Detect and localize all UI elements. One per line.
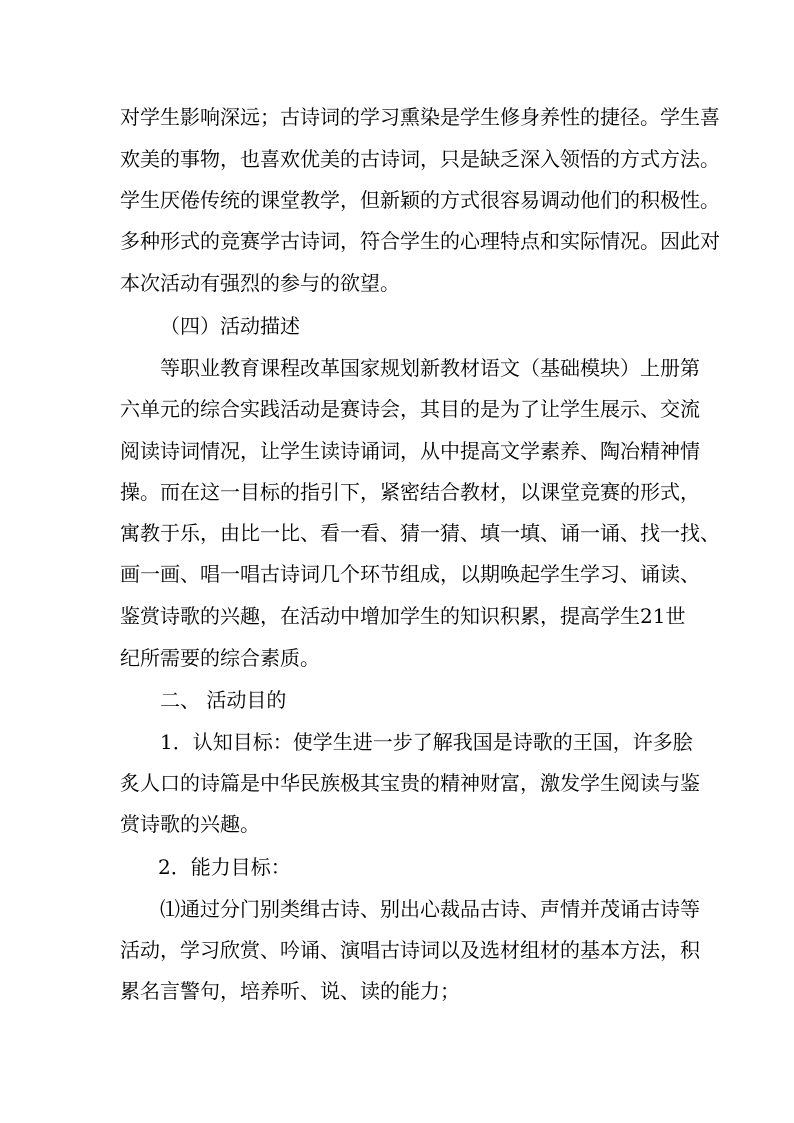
body-text-line: 六单元的综合实践活动是赛诗会，其目的是为了让学生展示、交流 xyxy=(120,397,700,421)
body-text-line: 等职业教育课程改革国家规划新教材语文（基础模块）上册第 xyxy=(160,356,700,380)
body-text-line: 画一画、唱一唱古诗词几个环节组成，以期唤起学生学习、诵读、 xyxy=(120,562,700,586)
body-text-line: 阅读诗词情况，让学生读诗诵词，从中提高文学素养、陶冶精神情 xyxy=(120,439,700,463)
body-text-line: 学生厌倦传统的课堂教学，但新颖的方式很容易调动他们的积极性。 xyxy=(120,188,720,212)
body-text-line: 寓教于乐，由比一比、看一看、猜一猜、填一填、诵一诵、找一找、 xyxy=(120,521,720,545)
body-text-line: 累名言警句，培养听、说、读的能力； xyxy=(120,979,460,1003)
body-text-line: 欢美的事物，也喜欢优美的古诗词，只是缺乏深入领悟的方式方法。 xyxy=(120,147,720,171)
body-text-line: 炙人口的诗篇是中华民族极其宝贵的精神财富，激发学生阅读与鉴 xyxy=(120,771,700,795)
body-text-line: 鉴赏诗歌的兴趣，在活动中增加学生的知识积累，提高学生21世 xyxy=(120,604,686,628)
body-text-line: 1．认知目标：使学生进一步了解我国是诗歌的王国，许多脍 xyxy=(160,730,693,754)
body-text-line: 操。而在这一目标的指引下，紧密结合教材，以课堂竞赛的形式， xyxy=(120,480,700,504)
body-text-line: 活动，学习欣赏、吟诵、演唱古诗词以及选材组材的基本方法，积 xyxy=(120,938,700,962)
section-heading: （四）活动描述 xyxy=(160,314,300,338)
body-text-line: 多种形式的竞赛学古诗词，符合学生的心理特点和实际情况。因此对 xyxy=(120,229,720,253)
body-text-line: 纪所需要的综合素质。 xyxy=(120,646,320,670)
section-heading: 二、 活动目的 xyxy=(160,688,287,712)
subsection-heading: 2．能力目标： xyxy=(158,855,291,879)
body-text-line: 本次活动有强烈的参与的欲望。 xyxy=(120,271,400,295)
body-text-line: 对学生影响深远；古诗词的学习熏染是学生修身养性的捷径。学生喜 xyxy=(120,105,720,129)
body-text-line: ⑴通过分门别类缉古诗、别出心裁品古诗、声情并茂诵古诗等 xyxy=(160,897,700,921)
body-text-line: 赏诗歌的兴趣。 xyxy=(120,812,260,836)
